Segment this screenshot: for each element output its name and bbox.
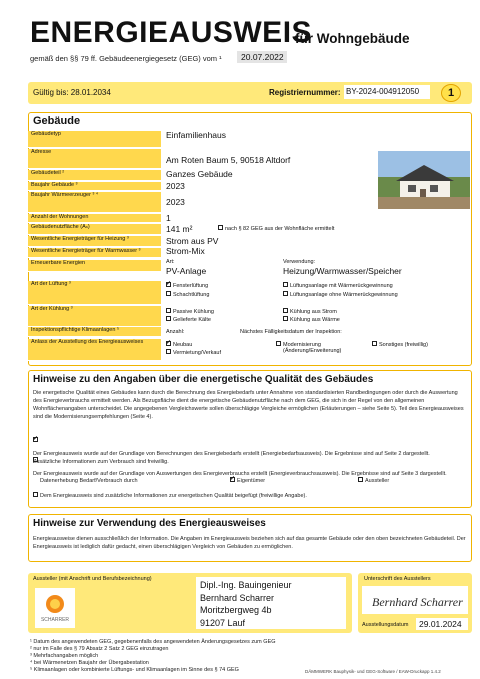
issuer-line: Dipl.-Ing. Bauingenieur — [200, 580, 292, 590]
ventilation-option: Lüftungsanlage mit Wärmerückgewinnung — [283, 283, 393, 289]
reason-checkbox[interactable] — [276, 341, 281, 346]
building-field-label: Art der Kühlung ³ — [28, 306, 161, 327]
demand-checkbox[interactable] — [33, 437, 38, 442]
issue-date: 29.01.2024 — [416, 618, 468, 630]
reason-option: ✓ Neubau — [166, 342, 192, 348]
additional-info: Dem Energieausweis sind zusätzliche Informationen zur energetischen Qualität beigefügt (freiwillige Angabe). — [33, 492, 307, 500]
footnote: ¹ Datum des angewendeten GEG, gegebenenfalls des angewendeten Änderungsgesetzes zum GEG — [30, 639, 276, 645]
reason-option: Sonstiges (freiwillig) — [372, 342, 428, 348]
signature-label: Unterschrift des Ausstellers — [364, 576, 431, 582]
footnote: ⁵ Klimaanlagen oder kombinierte Lüftungs- und Klimaanlagen im Sinne des § 74 GEG — [30, 667, 239, 673]
reason-checkbox[interactable] — [166, 349, 171, 354]
consumption-text: Der Energieausweis wurde auf der Grundlage von Auswertungen des Energieverbrauchs erstellt (Energieverbrauchsausweis). Die Ergebnisse sind auf Seite 3 dargestellt. — [33, 471, 447, 477]
usage-text: Energieausweise dienen ausschließlich der Information. Die Angaben im Energieausweis beziehen sich auf das gesamte Gebäude oder den oben bezeichneten Gebäudeteil. Der Energieausweis ist lediglich dafür gedacht, einen überschlägigen Vergleich von Gebäuden zu ermöglichen. — [33, 536, 466, 550]
building-field-label: Anzahl der Wohnungen — [28, 214, 161, 223]
data-collection-label: Datenerhebung Bedarf/Verbrauch durch — [40, 478, 138, 484]
building-field-value: 141 m² — [166, 224, 193, 234]
renewable-type-label: Art: — [166, 259, 175, 265]
cooling-option: Passive Kühlung — [166, 309, 214, 315]
owner-checkbox[interactable] — [230, 477, 235, 482]
building-field-label: Erneuerbare Energien — [28, 260, 161, 272]
footnote: ³ Mehrfachangaben möglich — [30, 653, 99, 659]
usage-title: Hinweise zur Verwendung des Energieausweises — [33, 518, 266, 529]
registration-label: Registriernummer: — [269, 88, 341, 97]
registration-number: BY-2024-004912050 — [344, 85, 430, 99]
area-method-checkbox[interactable] — [218, 225, 223, 230]
inspection-count: Anzahl: — [166, 329, 185, 335]
reason-option: Modernisierung (Änderung/Erweiterung) — [276, 342, 343, 354]
signature: Bernhard Scharrer — [372, 595, 463, 609]
additional-info-checkbox[interactable] — [33, 492, 38, 497]
issue-date-label: Ausstellungsdatum — [362, 622, 409, 628]
building-field-value: Einfamilienhaus — [166, 130, 227, 140]
data-owner: ✓ Eigentümer — [230, 477, 265, 485]
building-field-value: 1 — [166, 213, 171, 223]
valid-until: Gültig bis: 28.01.2034 — [33, 88, 111, 97]
building-field-label: Gebäudenutzfläche (Aₙ) — [28, 224, 161, 235]
building-field-label: Adresse — [28, 149, 161, 169]
page-title: ENERGIEAUSWEIS — [30, 16, 313, 49]
ventilation-option: ✓ Fensterlüftung — [166, 283, 208, 289]
building-field-value: 2023 — [166, 181, 185, 191]
ventilation-checkbox[interactable] — [166, 282, 171, 287]
cooling-option: Kühlung aus Wärme — [283, 317, 340, 323]
reason-checkbox[interactable] — [372, 341, 377, 346]
building-field-label: Gebäudeteil ² — [28, 170, 161, 181]
building-field-label: Anlass der Ausstellung des Energieausweises — [28, 339, 161, 361]
building-field-label: Art der Lüftung ³ — [28, 281, 161, 305]
consumption-checkbox[interactable] — [33, 457, 38, 462]
reason-checkbox[interactable] — [166, 341, 171, 346]
software-credit: DÄMMWERK Bauphysik- und GEG-Software / EAW-Druckapp 1.4.2 — [305, 669, 441, 674]
building-field-value: Ganzes Gebäude — [166, 169, 233, 179]
issuer-logo — [35, 588, 75, 628]
building-photo — [378, 151, 470, 209]
svg-text:SCHARRER: SCHARRER — [40, 617, 70, 623]
renewable-use-value: Heizung/Warmwasser/Speicher — [283, 266, 402, 276]
page-subtitle: für Wohngebäude — [295, 31, 410, 46]
building-field-label: Gebäudetyp — [28, 131, 161, 148]
page-number-badge: 1 — [441, 84, 461, 102]
law-reference: gemäß den §§ 79 ff. Gebäudeenergiegesetz (GEG) vom ¹ — [30, 54, 222, 63]
building-field-label: Wesentliche Energieträger für Heizung ³ — [28, 236, 161, 247]
building-field-value: 2023 — [166, 197, 185, 207]
ventilation-checkbox[interactable] — [283, 282, 288, 287]
inspection-date: Nächstes Fälligkeitsdatum der Inspektion: — [240, 329, 342, 335]
issuer-address — [196, 577, 346, 629]
ventilation-option: Schachtlüftung — [166, 292, 209, 298]
footnote: ⁴ bei Wärmenetzen Baujahr der Übergabestation — [30, 660, 149, 666]
issuer-line: Bernhard Scharrer — [200, 592, 275, 603]
building-field-value: Strom aus PV — [166, 236, 219, 246]
building-field-label: Wesentliche Energieträger für Warmwasser ³ — [28, 248, 161, 258]
renewable-use-label: Verwendung: — [283, 259, 316, 265]
reason-option: Vermietung/Verkauf — [166, 350, 221, 356]
cooling-checkbox[interactable] — [283, 308, 288, 313]
building-field-label: Baujahr Gebäude ³ — [28, 182, 161, 191]
building-field-label: Baujahr Wärmeerzeuger ³ ⁴ — [28, 192, 161, 213]
cooling-option: Kühlung aus Strom — [283, 309, 337, 315]
ventilation-checkbox[interactable] — [166, 291, 171, 296]
cooling-option: Gelieferte Kälte — [166, 317, 211, 323]
building-field-value: Am Roten Baum 5, 90518 Altdorf — [166, 155, 291, 165]
signature-area — [362, 586, 468, 614]
building-field-value: Strom-Mix — [166, 246, 205, 256]
renewable-type-value: PV-Anlage — [166, 266, 207, 276]
footnote: ² nur im Falle des § 79 Absatz 2 Satz 2 GEG einzutragen — [30, 646, 169, 652]
demand-text: Der Energieausweis wurde auf der Grundlage von Berechnungen des Energiebedarfs erstellt (Energiebedarfsausweis). Die Ergebnisse sind auf Seite 2 dargestellt. Zusätzliche Informationen zum Verbrauch sind freiwillig. — [33, 451, 430, 465]
cooling-checkbox[interactable] — [166, 308, 171, 313]
cooling-checkbox[interactable] — [283, 316, 288, 321]
ventilation-checkbox[interactable] — [283, 291, 288, 296]
building-section-title: Gebäude — [33, 115, 81, 127]
area-method-note: nach § 82 GEG aus der Wohnfläche ermittelt — [218, 226, 334, 232]
issuer-line: 91207 Lauf — [200, 617, 246, 628]
issuer-line: Moritzbergweg 4b — [200, 605, 272, 615]
building-field-label: Inspektionspflichtige Klimaanlagen ⁵ — [28, 327, 161, 337]
ventilation-option: Lüftungsanlage ohne Wärmerückgewinnung — [283, 292, 398, 298]
issuer-label: Aussteller (mit Anschrift und Berufsbezeichnung) — [33, 576, 152, 582]
issuer-checkbox[interactable] — [358, 477, 363, 482]
data-issuer: Aussteller — [358, 477, 389, 485]
cooling-checkbox[interactable] — [166, 316, 171, 321]
notes-title: Hinweise zu den Angaben über die energetische Qualität des Gebäudes — [33, 374, 374, 385]
notes-intro: Die energetische Qualität eines Gebäudes kann durch die Berechnung des Energiebedarfs unter Annahme von standardisierten Randbedingungen oder durch die Auswertung des Energieverbrauchs ermittelt werden. Als Bezugsfläche dient die energetische Gebäudenutzfläche nach dem GEG, die sich in der Regel von den allgemeinen Wohnflächenangaben unterscheidet. Die angegebenen Vergleichswerte sollen überschlägige Vergleiche ermöglichen (Erläuterungen – siehe Seite 5). Teil des Energieausweises sind die Modernisierungsempfehlungen (Seite 4). — [33, 390, 464, 420]
law-date: 20.07.2022 — [237, 51, 287, 63]
